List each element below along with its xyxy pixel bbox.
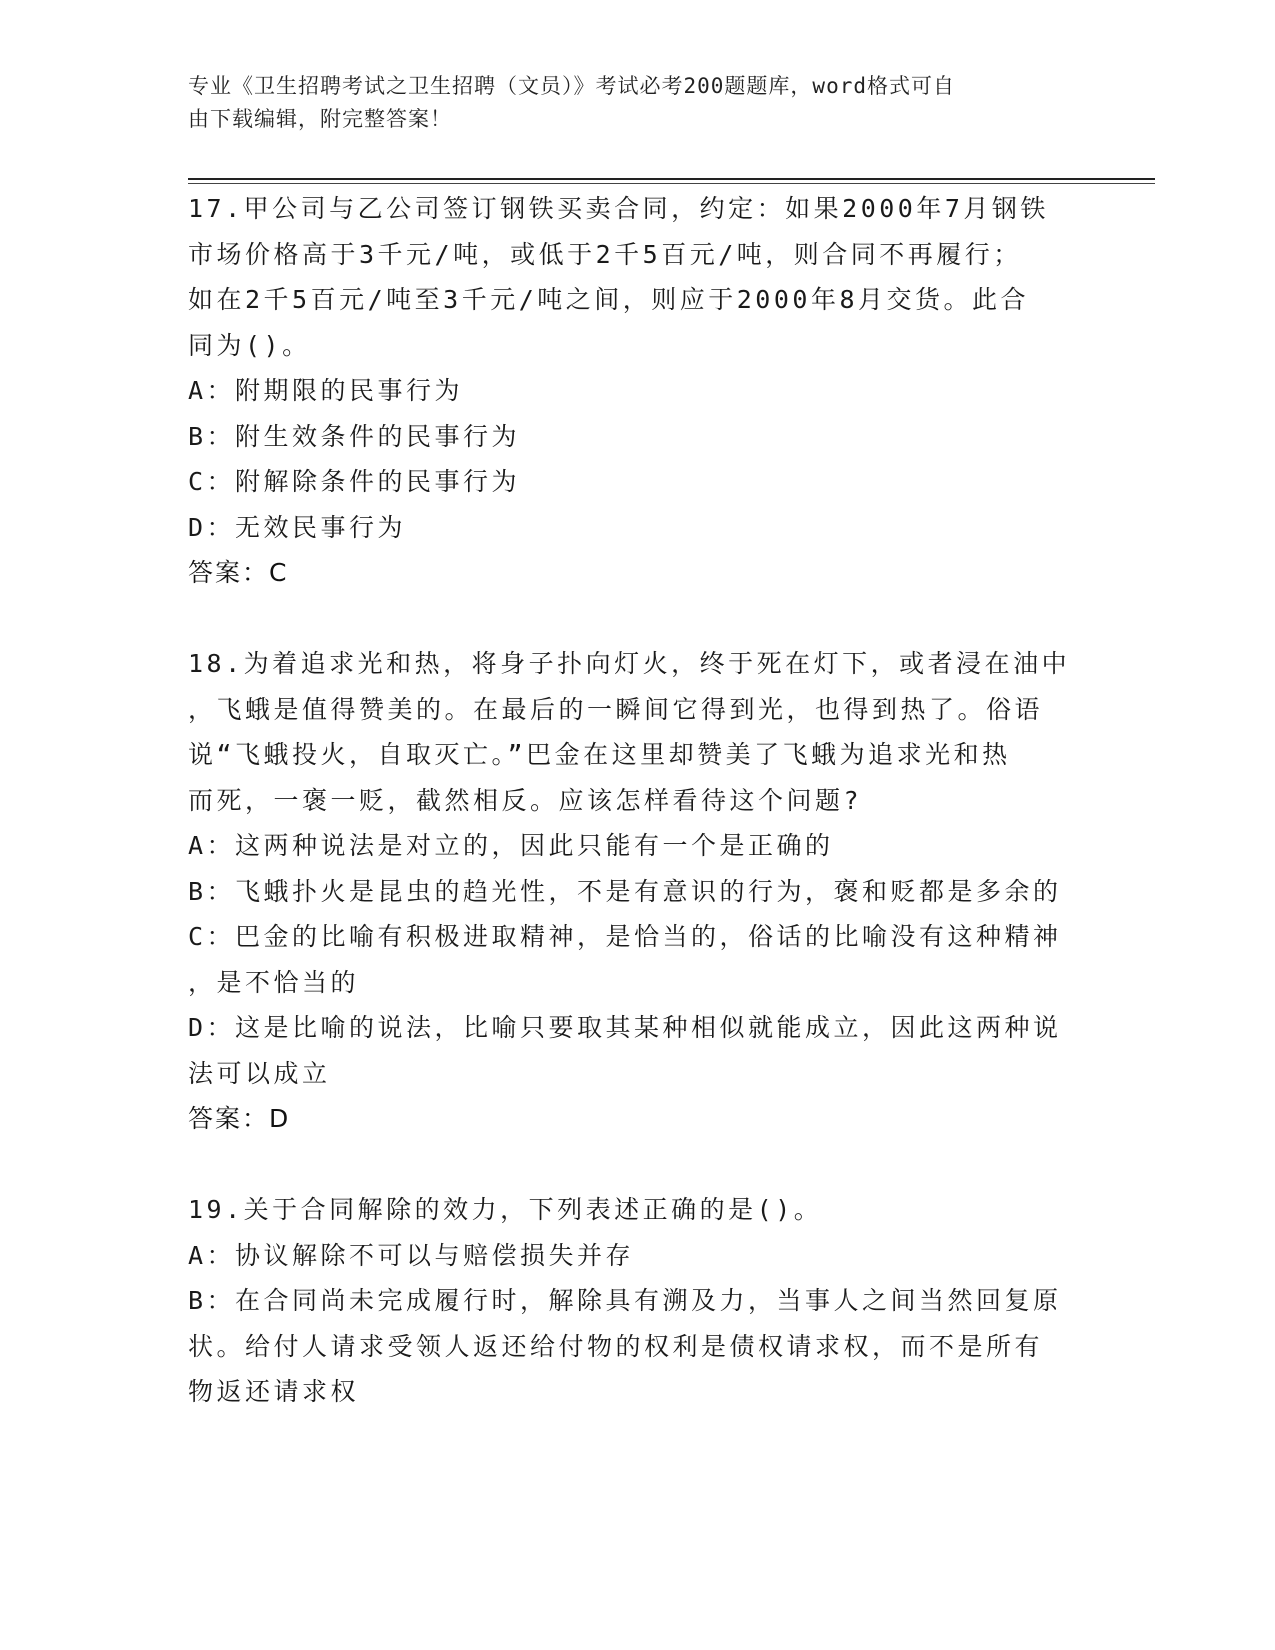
question-stem-line: ，飞蛾是值得赞美的。在最后的一瞬间它得到光，也得到热了。俗语 <box>188 694 1044 724</box>
answer-line: 答案：D <box>188 1104 291 1133</box>
option-a: A：这两种说法是对立的，因此只能有一个是正确的 <box>188 831 834 860</box>
question-stem-line: 18.为着追求光和热，将身子扑向灯火，终于死在灯下，或者浸在油中 <box>188 649 1071 678</box>
question-18 <box>188 641 1088 1142</box>
option-a: A：协议解除不可以与赔偿损失并存 <box>188 1240 635 1270</box>
option-b-continued: 状。给付人请求受领人返还给付物的权利是债权请求权，而不是所有 <box>188 1331 1044 1361</box>
option-c-continued: ，是不恰当的 <box>188 967 360 997</box>
option-c: C：巴金的比喻有积极进取精神，是恰当的，俗话的比喻没有这种精神 <box>188 922 1062 951</box>
option-b-continued: 物返还请求权 <box>188 1377 360 1406</box>
question-spacer <box>188 1142 1088 1188</box>
question-stem-line: 如在2千5百元/吨至3千元/吨之间，则应于2000年8月交货。此合 <box>188 285 1030 314</box>
option-d: D：无效民事行为 <box>188 512 407 542</box>
header-line-1: 专业《卫生招聘考试之卫生招聘（文员）》考试必考200题题库，word格式可自 <box>188 74 955 98</box>
option-a: A：附期限的民事行为 <box>188 376 464 405</box>
header-line-2: 由下载编辑，附完整答案！ <box>188 107 452 131</box>
question-list <box>188 186 1088 1415</box>
header-divider-thin <box>188 183 1155 184</box>
question-19 <box>188 1187 1088 1415</box>
answer-line: 答案：C <box>188 558 289 587</box>
question-spacer <box>188 596 1088 642</box>
option-b: B：飞蛾扑火是昆虫的趋光性，不是有意识的行为，褒和贬都是多余的 <box>188 876 1062 906</box>
question-17 <box>188 186 1088 596</box>
document-header <box>188 70 1068 136</box>
option-c: C：附解除条件的民事行为 <box>188 467 521 496</box>
question-stem-line: 而死，一褒一贬，截然相反。应该怎样看待这个问题? <box>188 785 863 815</box>
option-b: B：在合同尚未完成履行时，解除具有溯及力，当事人之间当然回复原 <box>188 1286 1062 1315</box>
option-b: B：附生效条件的民事行为 <box>188 421 521 451</box>
question-stem-line: 同为()。 <box>188 330 311 360</box>
question-stem-line: 说“飞蛾投火，自取灭亡。”巴金在这里却赞美了飞蛾为追求光和热 <box>188 740 1011 769</box>
question-stem-line: 17.甲公司与乙公司签订钢铁买卖合同，约定：如果2000年7月钢铁 <box>188 194 1049 223</box>
header-divider-thick <box>188 178 1155 180</box>
option-d: D：这是比喻的说法，比喻只要取其某种相似就能成立，因此这两种说 <box>188 1013 1062 1042</box>
question-stem-line: 市场价格高于3千元/吨，或低于2千5百元/吨，则合同不再履行； <box>188 239 1022 269</box>
option-d-continued: 法可以成立 <box>188 1058 331 1088</box>
question-stem-line: 19.关于合同解除的效力，下列表述正确的是()。 <box>188 1195 823 1224</box>
